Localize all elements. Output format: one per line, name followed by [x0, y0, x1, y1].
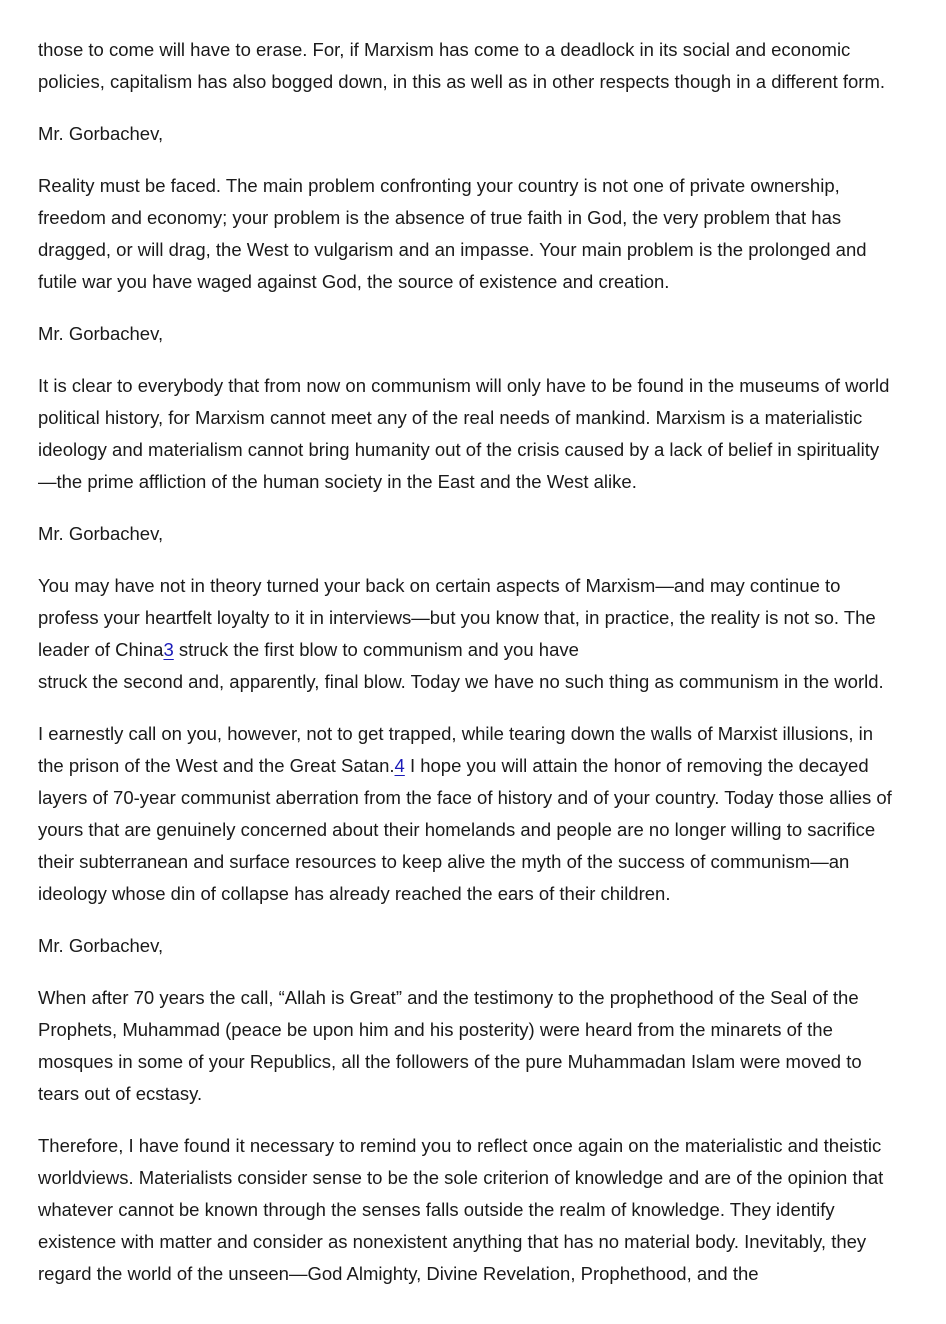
- salutation: Mr. Gorbachev,: [38, 523, 164, 544]
- paragraph-text: struck the first blow to communism and you have: [173, 639, 579, 660]
- paragraph-worldviews: Therefore, I have found it necessary to remind you to reflect once again on the materialistic and theistic worldviews. Materialists consider sense to be the sole criterion of knowledge and are of the opinion that whatever cannot be known through the senses falls outside the realm of knowledge. They identify existence with matter and consider as nonexistent anything that has no material body. Inevitably, they regard the world of the unseen—God Almighty, Divine Revelation, Prophethood, and the: [38, 1135, 884, 1284]
- paragraph-text: I earnestly call on you, however, not to get trapped, while tearing down the walls of Marxist illusions, in the prison of the West and the Great Satan.: [38, 723, 873, 776]
- salutation: Mr. Gorbachev,: [38, 323, 164, 344]
- paragraph-text: struck the second and, apparently, final blow. Today we have no such thing as communism in the world.: [38, 671, 884, 692]
- footnote-link-3[interactable]: 3: [163, 639, 174, 660]
- salutation: Mr. Gorbachev,: [38, 935, 164, 956]
- paragraph-allah-is-great: When after 70 years the call, “Allah is Great” and the testimony to the prophethood of the Seal of the Prophets, Muhammad (peace be upon him and his posterity) were heard from the minarets of the mosques in some of your Republics, all the followers of the pure Muhammadan Islam were moved to tears out of ecstasy.: [38, 987, 862, 1104]
- salutation: Mr. Gorbachev,: [38, 123, 164, 144]
- paragraph-great-satan: [38, 718, 896, 910]
- paragraph-text: I hope you will attain the honor of removing the decayed layers of 70-year communist aberration from the face of history and of your country. Today those allies of yours that are genuinely concerned about their homelands and people are no longer willing to sacrifice their subterranean and surface resources to keep alive the myth of the success of communism—an ideology whose din of collapse has already reached the ears of their children.: [38, 755, 892, 904]
- document-page: [38, 34, 896, 1310]
- paragraph-reality: Reality must be faced. The main problem confronting your country is not one of private ownership, freedom and economy; your problem is the absence of true faith in God, the very problem that has dragged, or will drag, the West to vulgarism and an impasse. Your main problem is the prolonged and futile war you have waged against God, the source of existence and creation.: [38, 175, 867, 292]
- paragraph-china-blow: [38, 570, 896, 698]
- paragraph-text: You may have not in theory turned your back on certain aspects of Marxism—and may continue to profess your heartfelt loyalty to it in interviews—but you know that, in practice, the reality is not so. The leader of China: [38, 575, 876, 660]
- footnote-link-4[interactable]: 4: [394, 755, 405, 776]
- paragraph-communism-museums: It is clear to everybody that from now on communism will only have to be found in the museums of world political history, for Marxism cannot meet any of the real needs of mankind. Marxism is a materialistic ideology and materialism cannot bring humanity out of the crisis caused by a lack of belief in spirituality—the prime affliction of the human society in the East and the West alike.: [38, 375, 890, 492]
- paragraph-capitalism: those to come will have to erase. For, if Marxism has come to a deadlock in its social and economic policies, capitalism has also bogged down, in this as well as in other respects though in a different form.: [38, 39, 886, 92]
